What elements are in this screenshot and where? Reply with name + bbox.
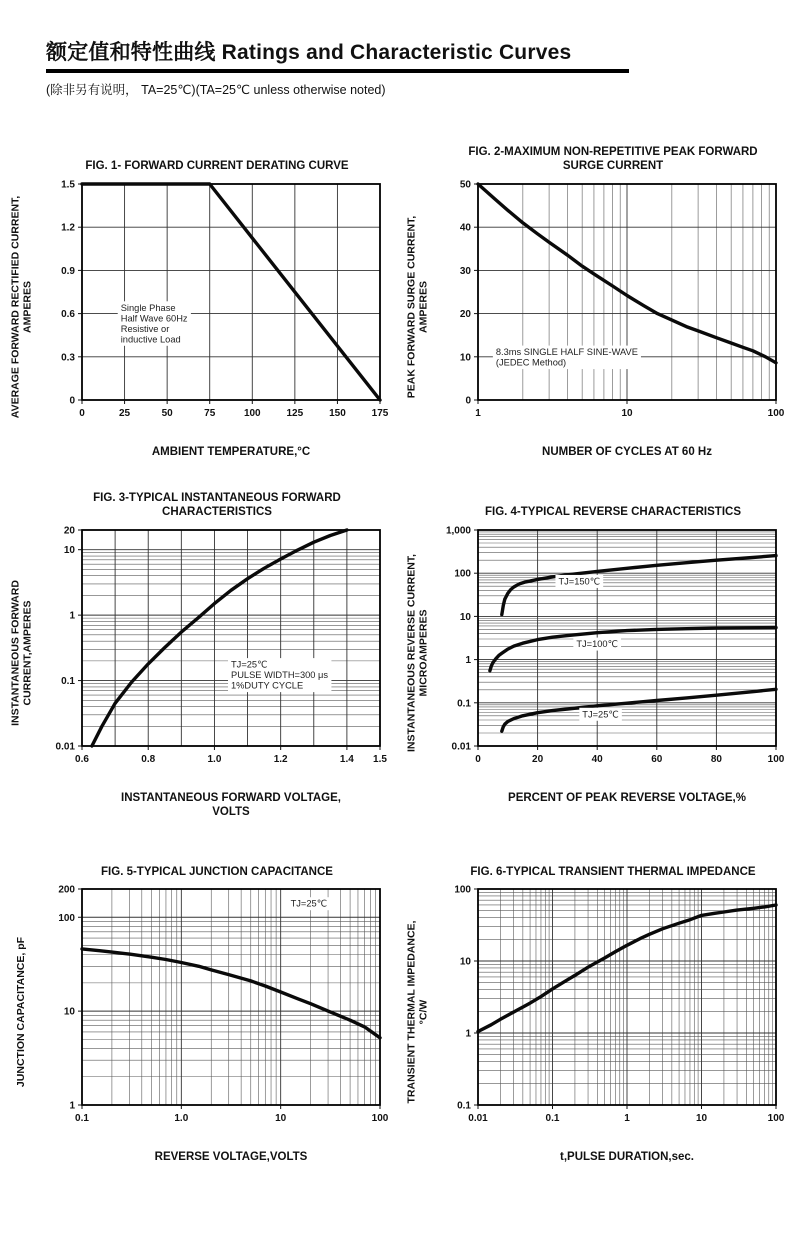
fig6-title: FIG. 6-TYPICAL TRANSIENT THERMAL IMPEDANCE — [470, 865, 756, 878]
figure-fig5 — [6, 841, 396, 1165]
fig4-y-axis-label: INSTANTANEOUS REVERSE CURRENT, MICROAMPERES — [405, 553, 429, 752]
svg-text:TJ=25℃: TJ=25℃ — [582, 709, 619, 720]
page-subtitle: (除非另有说明， TA=25℃)(TA=25℃ unless otherwise noted) — [46, 83, 386, 97]
svg-text:Resistive or: Resistive or — [120, 323, 170, 334]
fig6-body — [402, 881, 792, 1143]
figure-fig4 — [402, 482, 792, 820]
svg-text:60: 60 — [651, 753, 663, 765]
svg-text:200: 200 — [58, 884, 75, 896]
fig3-title: FIG. 3-TYPICAL INSTANTANEOUS FORWARD CHARACTERISTICS — [93, 492, 341, 518]
svg-text:25: 25 — [119, 408, 131, 419]
svg-text:0.3: 0.3 — [61, 352, 75, 364]
fig5-body — [6, 881, 396, 1143]
fig4-x-axis-label: PERCENT OF PEAK REVERSE VOLTAGE,% — [508, 791, 746, 804]
fig3-y-axis-label: INSTANTANEOUS FORWARD CURRENT,AMPERES — [9, 579, 33, 726]
svg-text:100: 100 — [454, 884, 471, 896]
fig1-body — [6, 176, 396, 438]
svg-text:10: 10 — [459, 352, 471, 364]
svg-text:Single Phase: Single Phase — [120, 302, 176, 313]
fig1-plot — [38, 176, 388, 438]
svg-text:0: 0 — [79, 408, 85, 419]
fig6-x-axis-label: t,PULSE DURATION,sec. — [560, 1151, 694, 1164]
svg-text:1: 1 — [624, 1113, 630, 1125]
svg-text:10: 10 — [459, 956, 471, 968]
svg-text:1.4: 1.4 — [339, 753, 354, 765]
fig2-title: FIG. 2-MAXIMUM NON-REPETITIVE PEAK FORWARD SURGE CURRENT — [468, 146, 758, 173]
svg-text:10: 10 — [459, 611, 471, 623]
svg-text:100: 100 — [371, 1113, 388, 1125]
svg-text:50: 50 — [459, 179, 471, 191]
svg-text:75: 75 — [204, 408, 216, 419]
svg-text:TJ=25℃: TJ=25℃ — [290, 899, 328, 910]
svg-text:1.2: 1.2 — [61, 222, 75, 234]
svg-text:(JEDEC Method): (JEDEC Method) — [495, 357, 567, 368]
fig1-x-axis-label: AMBIENT TEMPERATURE,°C — [151, 446, 311, 458]
svg-text:10: 10 — [695, 1113, 708, 1125]
svg-text:100: 100 — [767, 753, 784, 765]
svg-text:10: 10 — [275, 1113, 287, 1125]
fig3-plot — [38, 522, 388, 784]
svg-text:150: 150 — [329, 408, 346, 419]
svg-text:50: 50 — [161, 408, 173, 419]
svg-text:1.2: 1.2 — [273, 753, 288, 765]
svg-text:0.8: 0.8 — [141, 753, 156, 765]
svg-text:0.01: 0.01 — [468, 1113, 488, 1125]
fig4-plot — [434, 522, 784, 784]
svg-text:0.6: 0.6 — [75, 753, 89, 765]
svg-text:100: 100 — [58, 913, 75, 925]
svg-text:40: 40 — [459, 222, 471, 234]
fig5-x-axis-label: REVERSE VOLTAGE,VOLTS — [154, 1151, 308, 1164]
fig3-body — [6, 522, 396, 784]
svg-text:10: 10 — [621, 408, 633, 419]
svg-text:40: 40 — [591, 753, 603, 765]
svg-text:0.1: 0.1 — [457, 1100, 471, 1112]
svg-text:0.1: 0.1 — [61, 675, 75, 687]
svg-text:0.9: 0.9 — [61, 265, 75, 277]
fig6-y-axis-label: TRANSIENT THERMAL IMPEDANCE, °C/W — [405, 920, 429, 1104]
svg-text:TJ=25℃: TJ=25℃ — [231, 659, 268, 670]
fig2-body — [402, 176, 792, 438]
svg-text:1%DUTY CYCLE: 1%DUTY CYCLE — [231, 680, 304, 691]
svg-text:0.1: 0.1 — [75, 1113, 89, 1125]
fig1-title: FIG. 1- FORWARD CURRENT DERATING CURVE — [85, 160, 349, 173]
svg-text:0.01: 0.01 — [55, 741, 75, 753]
svg-text:20: 20 — [459, 309, 471, 321]
svg-text:TJ=150℃: TJ=150℃ — [558, 576, 601, 587]
fig2-plot — [434, 176, 784, 438]
fig6-plot — [434, 881, 784, 1143]
fig4-body — [402, 522, 792, 784]
fig5-plot — [38, 881, 388, 1143]
charts-grid — [6, 136, 800, 1165]
svg-text:1: 1 — [69, 1100, 75, 1112]
svg-text:100: 100 — [767, 408, 784, 419]
svg-text:1: 1 — [475, 408, 481, 419]
page-header — [0, 0, 800, 98]
svg-text:100: 100 — [454, 568, 471, 580]
svg-text:100: 100 — [767, 1113, 784, 1125]
svg-text:1.0: 1.0 — [174, 1113, 189, 1125]
svg-text:1: 1 — [465, 654, 471, 666]
page-title: 额定值和特性曲线 Ratings and Characteristic Curves — [46, 41, 572, 64]
svg-text:0: 0 — [69, 395, 75, 407]
svg-text:1: 1 — [465, 1028, 471, 1040]
svg-text:10: 10 — [63, 1007, 75, 1019]
figure-fig3 — [6, 482, 396, 820]
svg-text:100: 100 — [243, 408, 261, 419]
svg-text:PULSE WIDTH=300 μs: PULSE WIDTH=300 μs — [231, 669, 329, 680]
svg-text:0.1: 0.1 — [457, 698, 471, 710]
svg-text:20: 20 — [63, 525, 75, 537]
fig2-y-axis-label: PEAK FORWARD SURGE CURRENT, AMPERES — [405, 215, 429, 399]
fig4-title: FIG. 4-TYPICAL REVERSE CHARACTERISTICS — [484, 506, 741, 518]
svg-text:30: 30 — [459, 265, 471, 277]
svg-text:0.6: 0.6 — [61, 309, 75, 321]
svg-text:10: 10 — [63, 544, 75, 556]
svg-text:175: 175 — [371, 408, 388, 419]
svg-text:8.3ms SINGLE HALF SINE-WAVE: 8.3ms SINGLE HALF SINE-WAVE — [495, 347, 638, 358]
svg-text:1.5: 1.5 — [373, 753, 387, 765]
svg-text:1,000: 1,000 — [445, 525, 471, 537]
svg-text:0: 0 — [475, 753, 481, 765]
svg-text:125: 125 — [286, 408, 304, 419]
fig2-x-axis-label: NUMBER OF CYCLES AT 60 Hz — [542, 446, 712, 458]
figure-fig2 — [402, 136, 792, 460]
svg-text:inductive Load: inductive Load — [120, 334, 181, 345]
figure-fig1 — [6, 136, 396, 460]
title-underline — [46, 69, 629, 73]
svg-text:TJ=100℃: TJ=100℃ — [576, 638, 619, 649]
fig3-x-axis-label: INSTANTANEOUS FORWARD VOLTAGE, VOLTS — [121, 791, 341, 818]
figure-fig6 — [402, 841, 792, 1165]
svg-text:1.5: 1.5 — [61, 179, 75, 191]
fig5-title: FIG. 5-TYPICAL JUNCTION CAPACITANCE — [101, 865, 333, 878]
svg-text:Half Wave 60Hz: Half Wave 60Hz — [120, 313, 188, 324]
fig1-y-axis-label: AVERAGE FORWARD RECTIFIED CURRENT, AMPERES — [9, 195, 33, 419]
svg-text:0.1: 0.1 — [545, 1113, 560, 1125]
svg-text:80: 80 — [710, 753, 722, 765]
svg-text:0: 0 — [465, 395, 471, 407]
fig5-y-axis-label: JUNCTION CAPACITANCE, pF — [15, 937, 28, 1088]
svg-text:20: 20 — [532, 753, 544, 765]
svg-text:1.0: 1.0 — [207, 753, 222, 765]
svg-text:0.01: 0.01 — [451, 741, 471, 753]
svg-text:1: 1 — [69, 610, 75, 622]
